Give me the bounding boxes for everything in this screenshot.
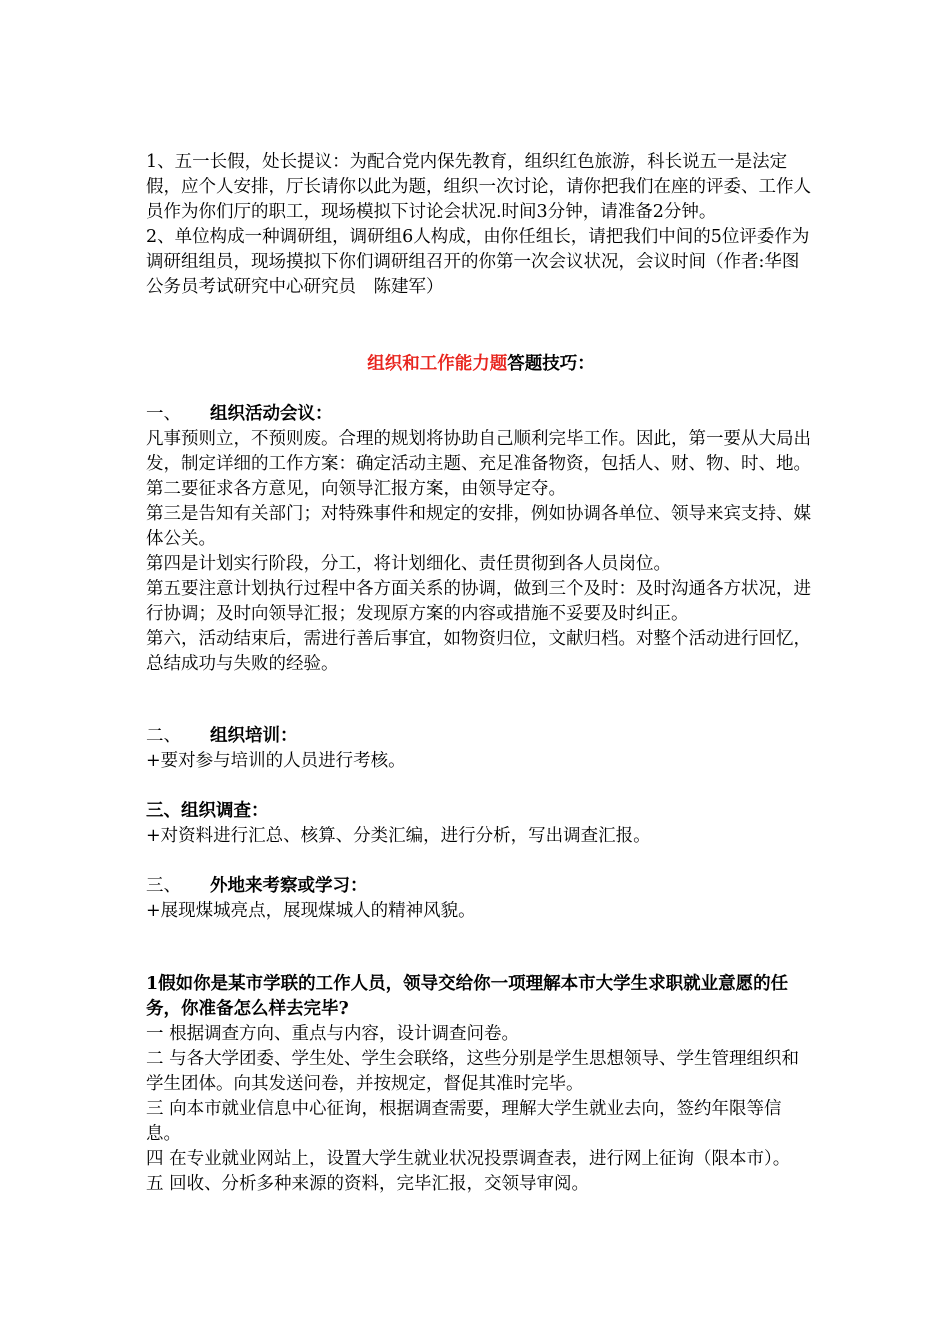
section-title	[146, 352, 816, 377]
paragraph: 第六，活动结束后，需进行善后事宜，如物资归位，文献归档。对整个活动进行回忆，总结成功与失败的经验。	[146, 629, 811, 674]
training-text-block	[146, 749, 816, 774]
training-text: +要对参与培训的人员进行考核。	[146, 751, 406, 771]
heading-label: 组织活动会议：	[210, 404, 333, 424]
meeting-paragraphs	[146, 427, 816, 677]
question-step: 四 在专业就业网站上，设置大学生就业状况投票调查表，进行网上征询（限本市）。	[146, 1149, 791, 1169]
sample-question	[146, 972, 816, 1197]
section-title-red: 组织和工作能力题	[367, 354, 508, 374]
section-title-black: 答题技巧：	[507, 354, 595, 374]
survey-text: +对资料进行汇总、核算、分类汇编，进行分析，写出调查汇报。	[146, 826, 651, 846]
heading-number: 三、	[146, 876, 181, 896]
question-prompt: 1假如你是某市学联的工作人员，领导交给你一项理解本市大学生求职就业意愿的任务，你准备怎么样去完毕?	[146, 974, 789, 1019]
heading-label: 外地来考察或学习：	[210, 876, 368, 896]
paragraph: 第五要注意计划执行过程中各方面关系的协调，做到三个及时：及时沟通各方状况，进行协调；及时向领导汇报；发现原方案的内容或措施不妥要及时纠正。	[146, 579, 811, 624]
heading-label: 三、组织调查：	[146, 801, 269, 821]
visit-text: +展现煤城亮点，展现煤城人的精神风貌。	[146, 901, 476, 921]
heading-organize-meeting	[146, 402, 333, 427]
heading-number: 二、	[146, 726, 181, 746]
heading-number: 一、	[146, 404, 181, 424]
heading-organize-survey	[146, 799, 269, 824]
paragraph: 凡事预则立，不预则废。合理的规划将协助自己顺利完毕工作。因此，第一要从大局出发，制定详细的工作方案：确定活动主题、充足准备物资，包括人、财、物、时、地。	[146, 429, 811, 474]
intro-question-1: 1、五一长假，处长提议：为配合党内保先教育，组织红色旅游，科长说五一是法定假，应个人安排，厅长请你以此为题，组织一次讨论，请你把我们在座的评委、工作人员作为你们厅的职工，现场模拟下讨论会状况.时间3分钟，请准备2分钟。	[146, 152, 811, 222]
paragraph: 第四是计划实行阶段，分工，将计划细化、责任贯彻到各人员岗位。	[146, 554, 671, 574]
heading-label: 组织培训：	[210, 726, 298, 746]
heading-organize-training	[146, 724, 298, 749]
question-step: 一 根据调查方向、重点与内容，设计调查问卷。	[146, 1024, 520, 1044]
paragraph: 第三是告知有关部门；对特殊事件和规定的安排，例如协调各单位、领导来宾支持、媒体公关。	[146, 504, 811, 549]
question-step: 三 向本市就业信息中心征询，根据调查需要，理解大学生就业去向，签约年限等信息。	[146, 1099, 782, 1144]
question-step: 五 回收、分析多种来源的资料，完毕汇报，交领导审阅。	[146, 1174, 590, 1194]
survey-text-block	[146, 824, 816, 849]
intro-question-2: 2、单位构成一种调研组，调研组6人构成，由你任组长，请把我们中间的5位评委作为调研组组员，现场摸拟下你们调研组召开的你第一次会议状况，会议时间（作者:华图公务员考试研究中心研究员 陈建军）	[146, 227, 810, 297]
paragraph: 第二要征求各方意见，向领导汇报方案，由领导定夺。	[146, 479, 566, 499]
question-step: 二 与各大学团委、学生处、学生会联络，这些分别是学生思想领导、学生管理组织和学生团体。向其发送问卷，并按规定，督促其准时完毕。	[146, 1049, 800, 1094]
heading-external-visit	[146, 874, 368, 899]
intro-questions	[146, 150, 816, 300]
visit-text-block	[146, 899, 816, 924]
